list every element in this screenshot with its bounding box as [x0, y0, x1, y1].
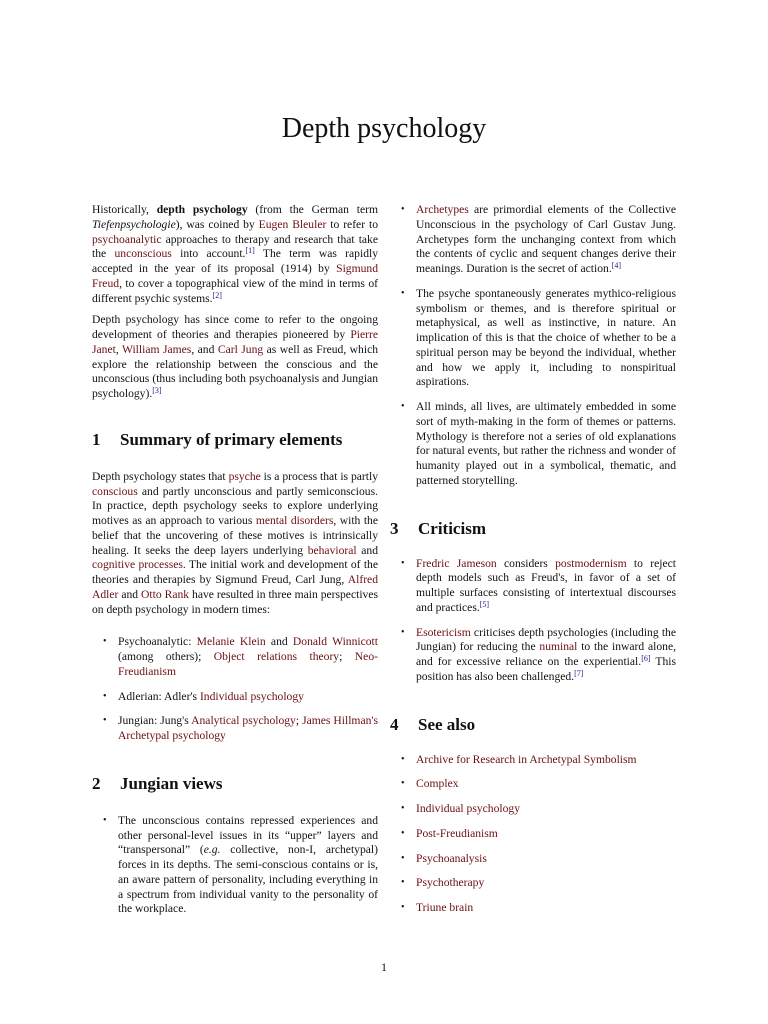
bullet-icon: •	[401, 877, 405, 889]
text: and	[356, 543, 379, 557]
text: to the inward alone, and for excessive reliance on the experiential.	[416, 640, 676, 668]
text: and	[118, 587, 142, 601]
bullet-icon: •	[401, 557, 405, 569]
list-item	[92, 635, 378, 679]
text: Depth psychology states that	[92, 469, 229, 483]
right-column	[390, 203, 676, 916]
italic-term: Tiefenpsychologie	[92, 217, 176, 231]
list-item	[390, 802, 676, 817]
text: Depth psychology has since come to refer to the ongoing development of theories and therapies pioneered by	[92, 313, 378, 341]
text: ;	[339, 650, 355, 663]
link-carl-jung[interactable]: Carl Jung	[217, 342, 264, 356]
bullet-icon: •	[401, 204, 405, 215]
text: into account.	[171, 247, 246, 261]
section-number: 2	[92, 773, 101, 793]
link-psyche[interactable]: psyche	[228, 469, 261, 483]
section-4-heading	[390, 715, 676, 735]
intro-paragraph-2	[92, 313, 378, 402]
link-complex[interactable]: Complex	[416, 777, 459, 791]
text: Adlerian: Adler's	[118, 689, 200, 703]
link-donald-winnicott[interactable]: Donald Winnicott	[292, 635, 378, 649]
reference-2[interactable]: [2]	[212, 290, 222, 300]
reference-1[interactable]: [1]	[245, 246, 255, 256]
link-postmodernism[interactable]: postmodernism	[555, 556, 627, 570]
bullet-icon: •	[401, 902, 405, 913]
section-number: 4	[390, 714, 399, 734]
list-item	[390, 901, 676, 916]
section-1-paragraph	[92, 470, 378, 618]
section-3-heading	[390, 519, 676, 539]
list-item	[390, 203, 676, 277]
list-item	[92, 814, 378, 917]
text: criticises depth psychologies (including the Jungian) for reducing the	[416, 625, 676, 654]
reference-4[interactable]: [4]	[611, 261, 622, 270]
page-title: Depth psychology	[281, 113, 487, 144]
link-archetypes[interactable]: Archetypes	[416, 203, 469, 216]
jungian-views-list-part-1	[92, 814, 378, 917]
link-eugen-bleuler[interactable]: Eugen Bleuler	[258, 217, 327, 231]
section-2-heading	[92, 774, 378, 794]
link-cognitive-processes[interactable]: cognitive processes	[92, 558, 183, 572]
text: Jungian: Jung's	[118, 714, 192, 728]
section-title: Criticism	[418, 518, 486, 538]
link-alfred-adler[interactable]: Alfred Adler	[92, 573, 378, 601]
reference-3[interactable]: [3]	[152, 386, 162, 395]
text: , to cover a topographical view of the mind in terms of different psychic systems.	[92, 276, 378, 305]
section-1-heading	[92, 430, 378, 450]
text: All minds, all lives, are ultimately embedded in some sort of myth-making in the form of themes or patterns. Mythology is therefore not a series of old explanations for natural events, but rather the richness and wonder of humanity played out in a symbolical, thematic, and patterned storytelling.	[416, 400, 676, 487]
text: as well as Freud, which explore the relationship between the conscious and the unconscious (thus including both psychoanalysis and Jungian psychology).	[92, 342, 379, 400]
link-mental-disorders[interactable]: mental disorders	[255, 514, 334, 527]
text: considers	[496, 556, 556, 570]
text: (from the German term	[247, 203, 379, 216]
link-pierre-janet[interactable]: Pierre Janet	[92, 328, 378, 356]
bold-term: depth psychology	[156, 203, 248, 216]
text: ), was coined by	[175, 217, 259, 231]
list-item	[390, 852, 676, 867]
section-title: Jungian views	[120, 773, 223, 793]
reference-7[interactable]: [7]	[574, 668, 584, 678]
reference-5[interactable]: [5]	[479, 599, 490, 609]
list-item	[390, 400, 676, 489]
text: This position has also been challenged.	[416, 655, 676, 683]
perspectives-list	[92, 635, 378, 744]
list-item	[92, 714, 378, 744]
text: is a process that is partly	[260, 469, 379, 483]
text: The unconscious contains repressed experiences and other personal-level issues in its “upper” layers and “transpersonal” (	[118, 813, 378, 857]
link-fredric-jameson[interactable]: Fredric Jameson	[416, 556, 497, 570]
link-object-relations-theory[interactable]: Object relations theory	[213, 650, 340, 663]
text: (among others);	[118, 650, 214, 663]
link-william-james[interactable]: William James	[121, 342, 192, 356]
section-number: 1	[92, 429, 101, 449]
text: to refer to	[326, 217, 378, 231]
bullet-icon: •	[401, 803, 405, 814]
bullet-icon: •	[401, 778, 405, 790]
bullet-icon: •	[103, 715, 107, 727]
text: Historically,	[92, 203, 157, 216]
italic-term: e.g.	[203, 843, 221, 857]
text: have resulted in three main perspectives on depth psychology in modern times:	[92, 587, 378, 616]
link-individual-psychology[interactable]: Individual psychology	[199, 689, 304, 703]
link-sigmund-freud[interactable]: Sigmund Freud	[92, 262, 378, 290]
reference-6[interactable]: [6]	[641, 654, 651, 663]
link-psychoanalysis[interactable]: Psychoanalysis	[416, 851, 487, 865]
link-conscious[interactable]: conscious	[92, 484, 138, 498]
text: The psyche spontaneously generates mythico-religious symbolism or themes, and is therefore spiritual or metaphysical, as well as instinctive, in nature. An implication of this is that the choice of whether to be a spiritual person may be beyond the individual, whether and how we apply it, including to nonspiritual aspirations.	[416, 286, 676, 389]
list-item	[92, 690, 378, 705]
page-number: 1	[381, 960, 387, 974]
see-also-list	[390, 753, 676, 916]
link-otto-rank[interactable]: Otto Rank	[141, 587, 190, 601]
text: The term was rapidly accepted in the year of its proposal (1914) by	[92, 247, 379, 275]
text: , and	[191, 342, 218, 356]
link-numinal[interactable]: numinal	[539, 640, 578, 654]
list-item	[390, 753, 676, 768]
link-neo-freudianism[interactable]: Neo-Freudianism	[118, 650, 378, 678]
intro-paragraph-1	[92, 203, 378, 306]
text: and	[265, 635, 293, 649]
left-column	[92, 203, 378, 917]
text: to reject depth models such as Freud's, in favor of a set of multiple surfaces consisting of intertextual discourses and practices.	[416, 556, 676, 614]
link-individual-psychology-see-also[interactable]: Individual psychology	[416, 802, 521, 815]
link-melanie-klein[interactable]: Melanie Klein	[196, 635, 266, 649]
link-psychoanalytic[interactable]: psychoanalytic	[92, 232, 162, 246]
list-item	[390, 557, 676, 616]
link-archetypal-psychology[interactable]: James Hillman's Archetypal psychology	[118, 714, 378, 742]
link-triune-brain[interactable]: Triune brain	[416, 901, 474, 914]
bullet-icon: •	[401, 626, 405, 638]
text: Psychoanalytic:	[118, 635, 197, 649]
criticism-list	[390, 557, 676, 685]
jungian-views-list-part-2	[390, 203, 676, 489]
bullet-icon: •	[401, 852, 405, 864]
bullet-icon: •	[103, 690, 107, 702]
text: and partly unconscious and partly semiconscious. In practice, depth psychology seeks to explore underlying motives as an approach to various	[92, 484, 378, 527]
text: ;	[295, 714, 303, 728]
link-archive-archetypal-symbolism[interactable]: Archive for Research in Archetypal Symbolism	[416, 752, 637, 766]
bullet-icon: •	[401, 287, 405, 299]
text: . The initial work and development of the theories and therapies by Sigmund Freud, Carl Jung,	[92, 558, 378, 586]
link-psychotherapy[interactable]: Psychotherapy	[416, 876, 485, 890]
bullet-icon: •	[401, 827, 405, 839]
section-title: See also	[418, 714, 476, 734]
list-item	[390, 876, 676, 891]
bullet-icon: •	[103, 636, 107, 648]
list-item	[390, 827, 676, 842]
bullet-icon: •	[401, 753, 405, 765]
list-item	[390, 777, 676, 792]
link-unconscious[interactable]: unconscious	[114, 247, 172, 261]
list-item	[390, 287, 676, 390]
section-number: 3	[390, 518, 399, 538]
text: are primordial elements of the Collective Unconscious in the psychology of Carl Gustav Jung. Archetypes form the unchanging context from which the contents of cyclic and sequent changes derive their meanings. Duration is the secret of action.	[416, 203, 676, 275]
link-analytical-psychology[interactable]: Analytical psychology	[191, 714, 296, 728]
link-esotericism[interactable]: Esotericism	[416, 625, 471, 639]
section-title: Summary of primary elements	[120, 429, 343, 449]
link-post-freudianism[interactable]: Post-Freudianism	[416, 826, 498, 840]
text: collective, non-I, archetypal) forces in its depths. The semi-conscious contains or is, an aware pattern of personality, including everything in a spectrum from individual vanity to the personality of the workplace.	[118, 843, 378, 916]
text: approaches to therapy and research that take the	[92, 232, 378, 261]
list-item	[390, 626, 676, 685]
bullet-icon: •	[401, 401, 405, 412]
bullet-icon: •	[103, 814, 107, 826]
text: ,	[115, 342, 122, 356]
link-behavioral[interactable]: behavioral	[307, 543, 357, 557]
text: , with the belief that the uncovering of these motives is intrinsically healing. It seeks the deep layers underlying	[92, 514, 378, 557]
